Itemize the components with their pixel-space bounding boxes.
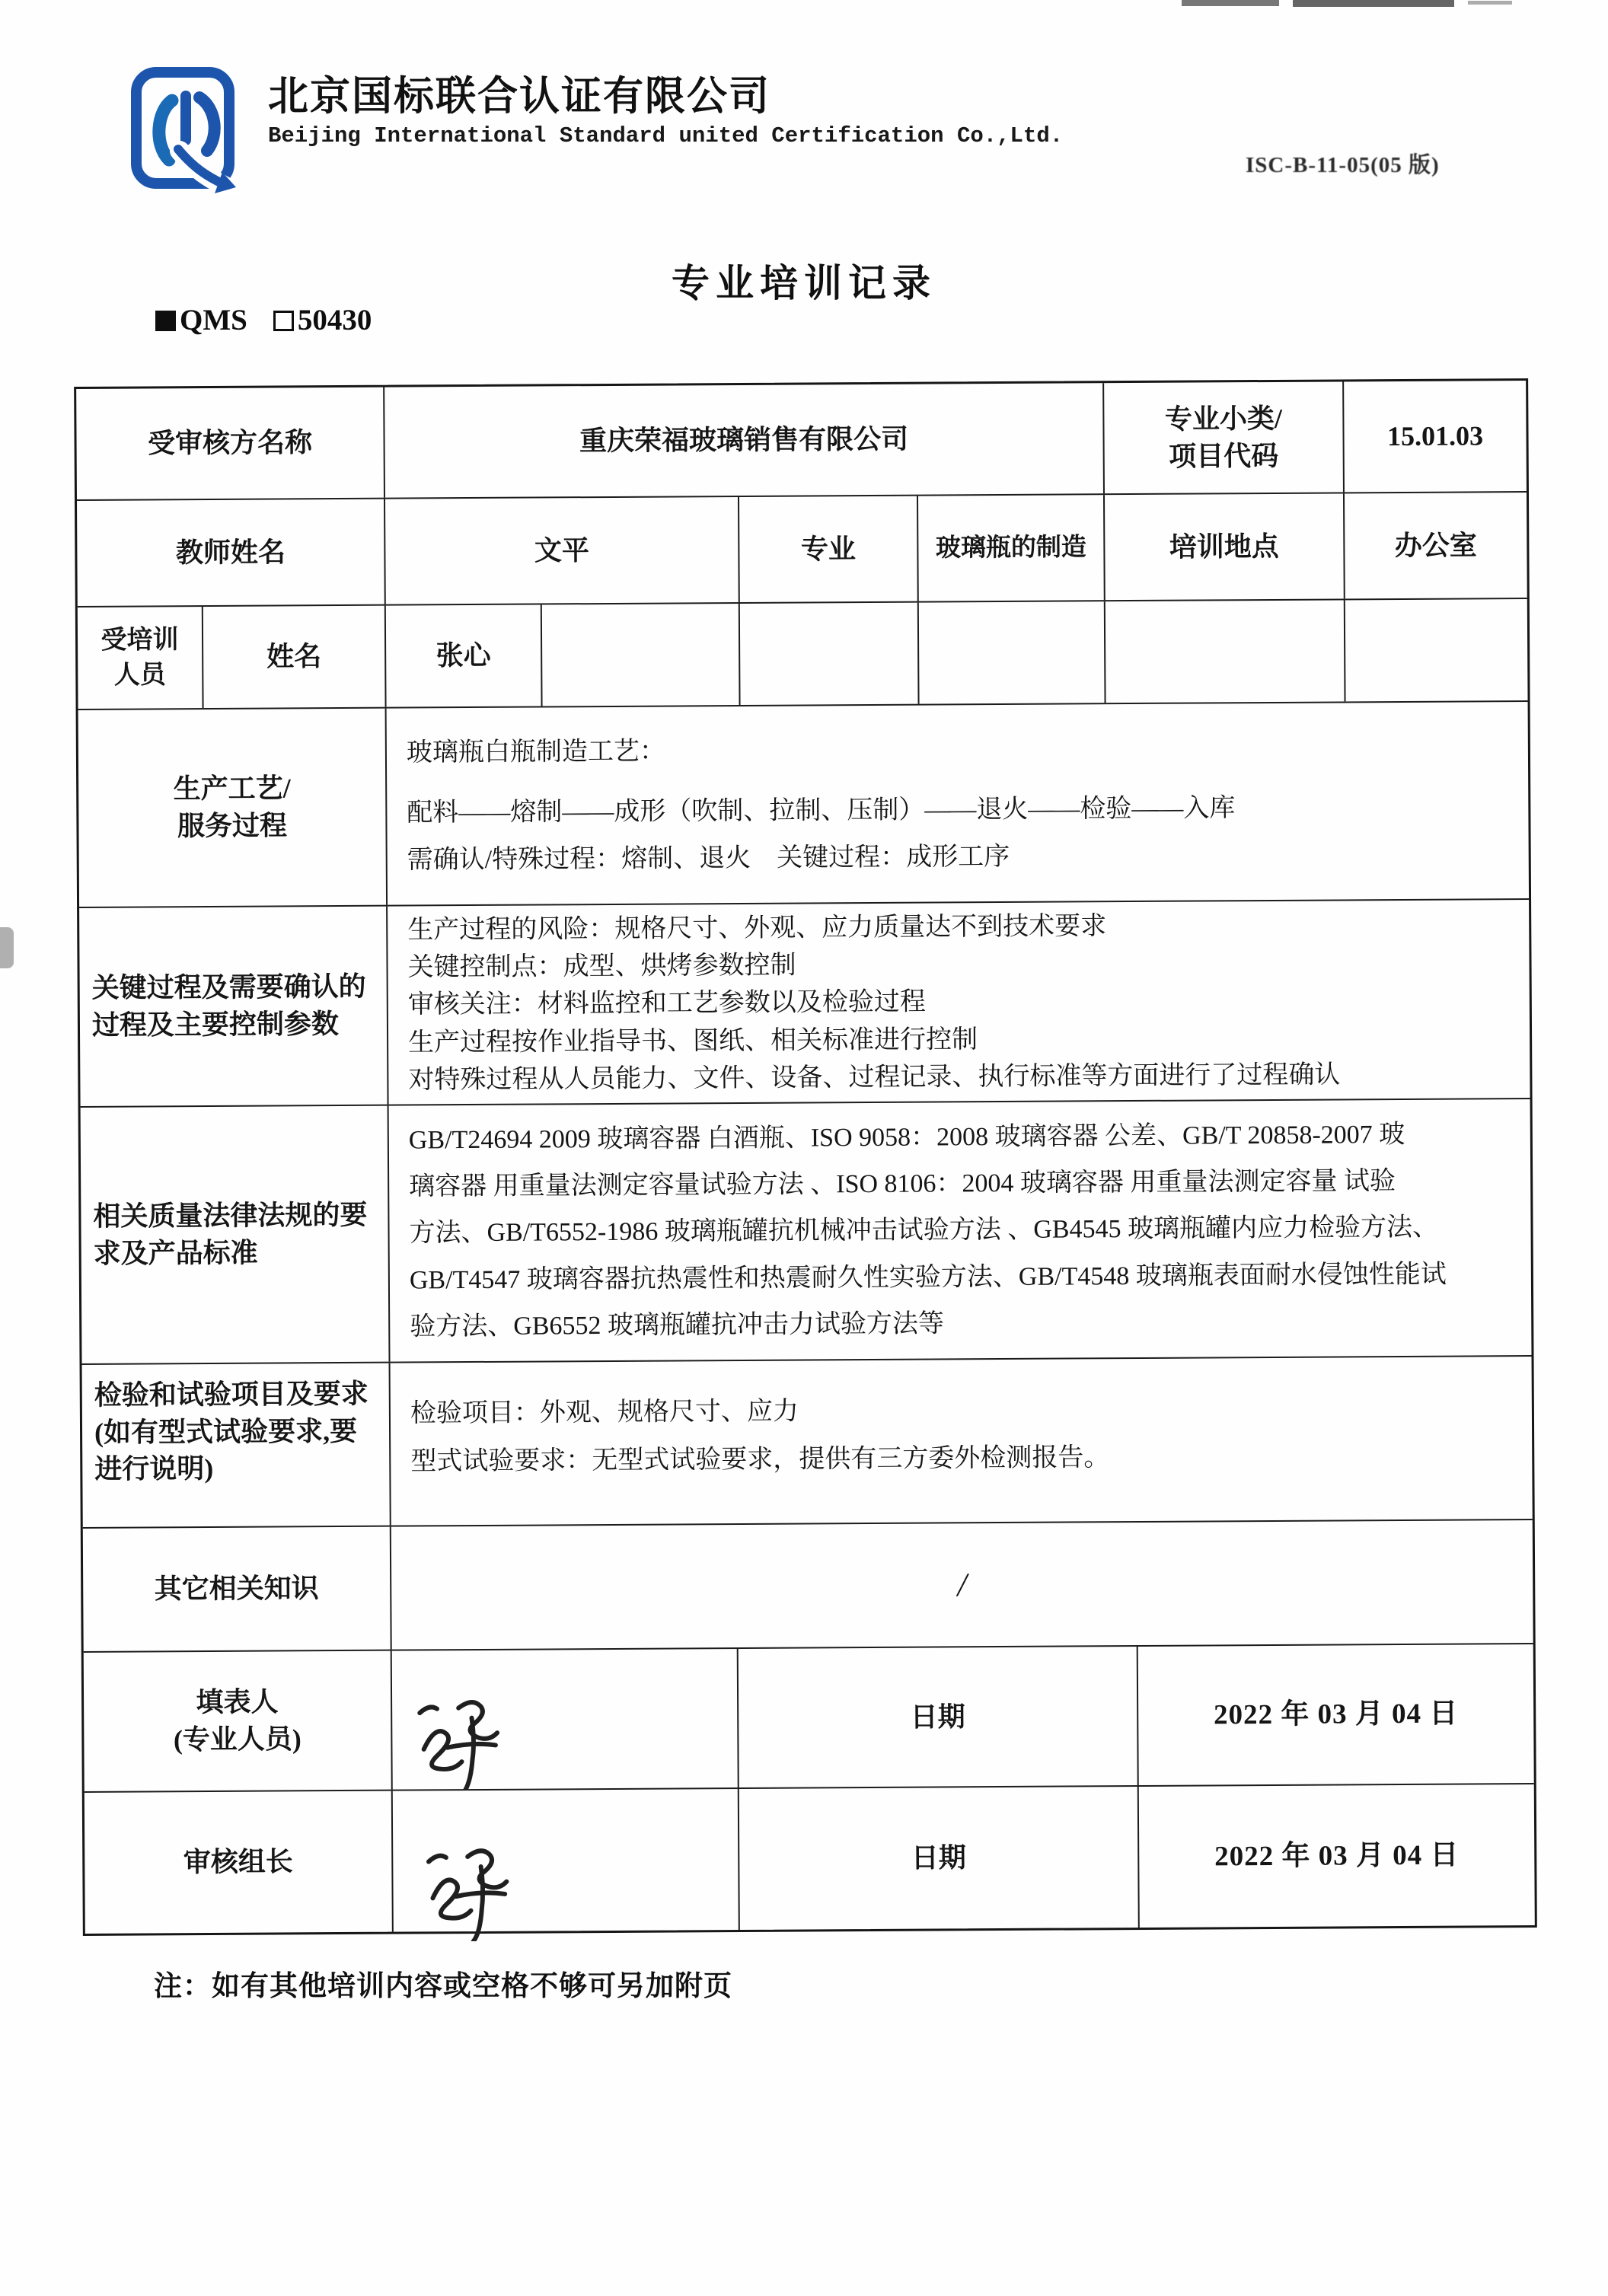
checkbox-checked-icon — [155, 311, 176, 331]
trainee-name-label: 姓名 — [203, 606, 387, 708]
regulation-line: 璃容器 用重量法测定容量试验方法 、ISO 8106：2004 玻璃容器 用重量法测定容量 试验 — [409, 1167, 1396, 1201]
table-row-auditee — [76, 381, 1527, 501]
process-content — [387, 702, 1529, 905]
training-record-table — [74, 378, 1537, 1936]
regulation-line: 验方法、GB6552 玻璃瓶罐抗冲击力试验方法等 — [410, 1309, 945, 1341]
handwritten-signature — [411, 1692, 502, 1794]
leader-date-value: 2022 年 03 月 04 日 — [1214, 1839, 1460, 1872]
auditee-label: 受审核方名称 — [76, 387, 385, 499]
table-row-trainees — [78, 599, 1528, 710]
scan-artifact — [1468, 1, 1512, 5]
key-process-line: 对特殊过程从人员能力、文件、设备、过程记录、执行标准等方面进行了过程确认 — [408, 1060, 1341, 1095]
inspection-label: 检验和试验项目及要求 (如有型式试验要求,要 进行说明) — [82, 1363, 391, 1527]
table-row-process — [78, 702, 1529, 908]
process-line: 需确认/特殊过程：熔制、退火 关键过程：成形工序 — [407, 842, 1010, 875]
empty-cell — [740, 603, 920, 705]
filler-label: 填表人 (专业人员) — [84, 1651, 393, 1791]
process-line: 玻璃瓶白瓶制造工艺： — [406, 737, 666, 767]
regulation-line: 方法、GB/T6552-1986 玻璃瓶罐抗机械冲击试验方法 、GB4545 玻璃瓶罐内应力检验方法、 — [409, 1213, 1439, 1248]
trainee-name-value: 张心 — [386, 604, 543, 706]
system-type-checkboxes — [155, 303, 372, 337]
other-label: 其它相关知识 — [83, 1527, 392, 1651]
inspection-line: 检验项目：外观、规格尺寸、应力 — [410, 1397, 799, 1428]
scan-artifact — [0, 927, 14, 968]
location-value: 办公室 — [1394, 530, 1477, 561]
regulation-line: GB/T24694 2009 玻璃容器 白酒瓶、ISO 9058：2008 玻璃容器 公差、GB/T 20858-2007 玻 — [408, 1120, 1405, 1155]
regulation-line: GB/T4547 玻璃容器抗热震性和热震耐久性实验方法、GB/T4548 玻璃瓶表面耐水侵蚀性能试 — [409, 1260, 1447, 1295]
auditee-value: 重庆荣福玻璃销售有限公司 — [384, 383, 1105, 497]
table-row-regulations — [81, 1099, 1532, 1365]
table-row-other — [83, 1520, 1533, 1653]
teacher-value: 文平 — [385, 497, 740, 604]
empty-cell — [542, 604, 741, 706]
empty-cell — [1345, 599, 1528, 701]
code-label: 50430 — [297, 304, 372, 336]
major-label: 专业 — [739, 496, 919, 602]
key-process-content — [388, 900, 1530, 1105]
table-row-teacher — [77, 493, 1527, 607]
table-row-leader — [85, 1784, 1535, 1934]
company-name-cn: 北京国标联合认证有限公司 — [268, 75, 770, 119]
key-process-line: 生产过程按作业指导书、图纸、相关标准进行控制 — [408, 1025, 978, 1057]
key-process-line: 关键控制点：成型、烘烤参数控制 — [407, 951, 796, 982]
company-name-en: Beijing International Standard united Certification Co.,Ltd. — [268, 123, 1064, 148]
filler-date-value: 2022 年 03 月 04 日 — [1213, 1698, 1459, 1731]
filler-date-label: 日期 — [739, 1647, 1139, 1787]
bisc-logo-icon — [129, 65, 244, 200]
key-process-label: 关键过程及需要确认的 过程及主要控制参数 — [79, 907, 388, 1106]
handwritten-signature — [420, 1838, 512, 1945]
table-row-key-process — [79, 900, 1530, 1108]
process-label: 生产工艺/ 服务过程 — [78, 709, 388, 907]
subclass-label: 专业小类/ 项目代码 — [1104, 381, 1345, 493]
key-process-line: 审核关注：材料监控和工艺参数以及检验过程 — [407, 987, 926, 1019]
leader-date-label: 日期 — [739, 1787, 1140, 1930]
table-row-inspection — [82, 1357, 1533, 1529]
scan-artifact — [1182, 0, 1279, 6]
leader-label: 审核组长 — [85, 1791, 394, 1934]
footer-note: 注：如有其他培训内容或空格不够可另加附页 — [154, 1971, 732, 2002]
qms-label: QMS — [180, 304, 247, 336]
empty-cell — [1106, 600, 1346, 703]
trainee-label: 受培训 人员 — [78, 607, 204, 709]
document-code: ISC-B-11-05(05 版) — [1246, 153, 1440, 177]
major-value: 玻璃瓶的制造 — [918, 495, 1106, 601]
table-row-filler — [84, 1644, 1534, 1793]
key-process-line: 生产过程的风险：规格尺寸、外观、应力质量达不到技术要求 — [407, 911, 1107, 945]
regulations-content — [389, 1099, 1532, 1362]
empty-cell — [919, 601, 1106, 703]
process-line: 配料——熔制——成形（吹制、拉制、压制）——退火——检验——入库 — [407, 794, 1236, 828]
inspection-content — [391, 1357, 1533, 1526]
subclass-value: 15.01.03 — [1386, 420, 1484, 452]
inspection-line: 型式试验要求：无型式试验要求，提供有三方委外检测报告。 — [410, 1443, 1110, 1476]
page-title: 专业培训记录 — [672, 262, 936, 305]
teacher-label: 教师姓名 — [77, 499, 386, 606]
scan-artifact — [1293, 0, 1454, 7]
regulations-label: 相关质量法律法规的要 求及产品标准 — [81, 1106, 391, 1363]
checkbox-unchecked-icon — [273, 311, 294, 331]
other-value: / — [957, 1566, 967, 1604]
location-label: 培训地点 — [1105, 493, 1345, 600]
